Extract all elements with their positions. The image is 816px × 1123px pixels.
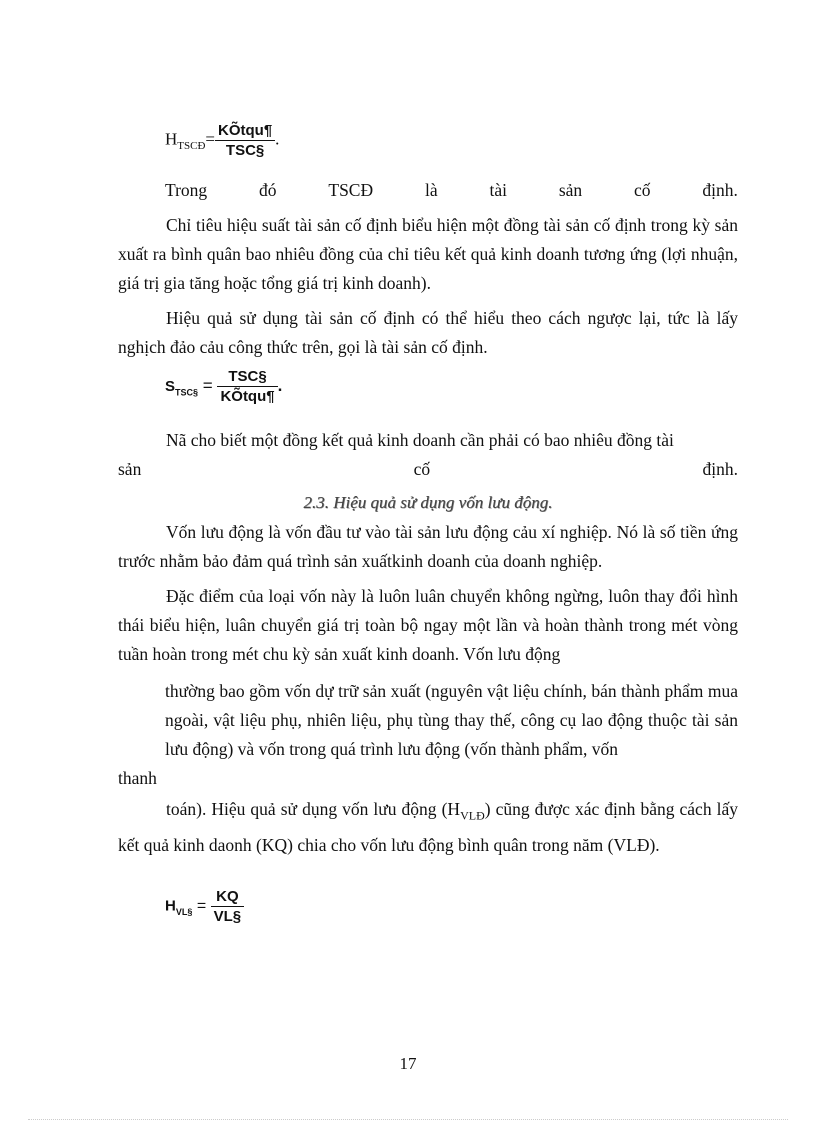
- word: là: [424, 180, 438, 200]
- formula3-lhs-sub: VL§: [175, 906, 193, 917]
- formula2-lhs-sub: TSC§: [175, 387, 199, 398]
- formula2-denominator: KÕtqu¶: [220, 388, 275, 405]
- formula1-fraction: [215, 122, 275, 159]
- line-san-co-dinh: [118, 455, 738, 484]
- word: định.: [702, 180, 738, 200]
- formula1-numerator: KÕtqu¶: [215, 122, 275, 141]
- formula3-numerator: KQ: [211, 888, 245, 907]
- formula-hieu-suat-tscd: [165, 122, 279, 159]
- formula2-numerator: TSC§: [217, 368, 277, 387]
- paragraph-thuong-bao-gom: thường bao gồm vốn dự trữ sản xuất (nguyên vật liệu chính, bán thành phẩm mua ngoài, vật liệu phụ, nhiên liệu, phụ tùng thay thế, công cụ lao động thuộc tài sản lưu động) và vốn trong quá trình lưu động (vốn thành phẩm, vốn: [165, 681, 738, 759]
- word: cố: [413, 459, 431, 479]
- word: đó: [259, 180, 277, 200]
- word: định.: [702, 459, 738, 479]
- formula-s-tscd: [165, 368, 282, 405]
- para7-sub: VLĐ: [460, 808, 485, 823]
- word: sản: [558, 180, 583, 200]
- formula3-eq: =: [196, 897, 207, 915]
- formula3-denominator: VL§: [213, 908, 242, 925]
- formula3-fraction: [211, 888, 245, 925]
- formula1-lhs: H: [165, 129, 178, 149]
- word: TSCĐ: [328, 180, 374, 200]
- word: tài: [489, 180, 507, 200]
- paragraph-hieu-suat: Chỉ tiêu hiệu suất tài sản cố định biểu hiện một đồng tài sản cố định trong kỳ sản xuất ra bình quân bao nhiêu đồng của chỉ tiêu kết quả kinh doanh tương ứng (lợi nhuận, giá trị gia tăng hoặc tổng giá trị kinh doanh).: [118, 215, 738, 293]
- word: Trong: [165, 180, 208, 200]
- page-number: 17: [399, 1054, 417, 1073]
- line-trong-do: [165, 176, 738, 205]
- formula2-eq: =: [202, 375, 213, 395]
- formula1-tail: .: [275, 129, 280, 149]
- formula3-lhs: H: [165, 897, 176, 915]
- paragraph-hieu-qua-vld: [118, 795, 738, 860]
- formula2-lhs: S: [165, 377, 176, 395]
- page-bottom-divider: [28, 1119, 788, 1120]
- formula-h-vld: [165, 888, 244, 925]
- formula1-eq: =: [205, 129, 215, 149]
- para7-part-a: toán). Hiệu quả sử dụng vốn lưu động (H: [166, 799, 461, 819]
- paragraph-dac-diem: Đặc điểm của loại vốn này là luôn luân chuyển không ngừng, luôn thay đổi hình thái biểu hiện, luân chuyển giá trị toàn bộ ngay một lần và hoàn thành trong mét vòng tuần hoàn trong mét chu kỳ sản xuất kinh doanh. Vốn lưu động: [118, 586, 738, 664]
- paragraph-hieu-qua: Hiệu quả sử dụng tài sản cố định có thể hiểu theo cách ngược lại, tức là lấy nghịch đảo cảu công thức trên, gọi là tài sản cố định.: [118, 308, 738, 357]
- word: cố: [634, 180, 651, 200]
- paragraph-na-cho-biet: Nã cho biết một đồng kết quả kinh doanh cần phải có bao nhiêu đồng tài: [166, 430, 674, 450]
- paragraph-von-luu-dong: Vốn lưu động là vốn đầu tư vào tài sản lưu động cảu xí nghiệp. Nó là số tiền ứng trước nhằm bảo đảm quá trình sản xuấtkinh doanh của doanh nghiệp.: [118, 522, 738, 571]
- formula2-fraction: [217, 368, 277, 405]
- paragraph-thanh: thanh: [118, 768, 157, 788]
- para7-part-b: ) cũng được xác định bằng cách lấy kết quả kinh daonh (KQ) chia cho vốn lưu động bình quân trong năm (VLĐ).: [118, 799, 738, 855]
- formula2-tail: .: [277, 375, 283, 395]
- formula1-denominator: TSC§: [225, 142, 265, 159]
- word: sản: [118, 459, 142, 479]
- formula1-lhs-sub: TSCĐ: [177, 139, 206, 152]
- section-heading: 2.3. Hiệu quả sử dụng vốn lưu động.: [303, 493, 553, 512]
